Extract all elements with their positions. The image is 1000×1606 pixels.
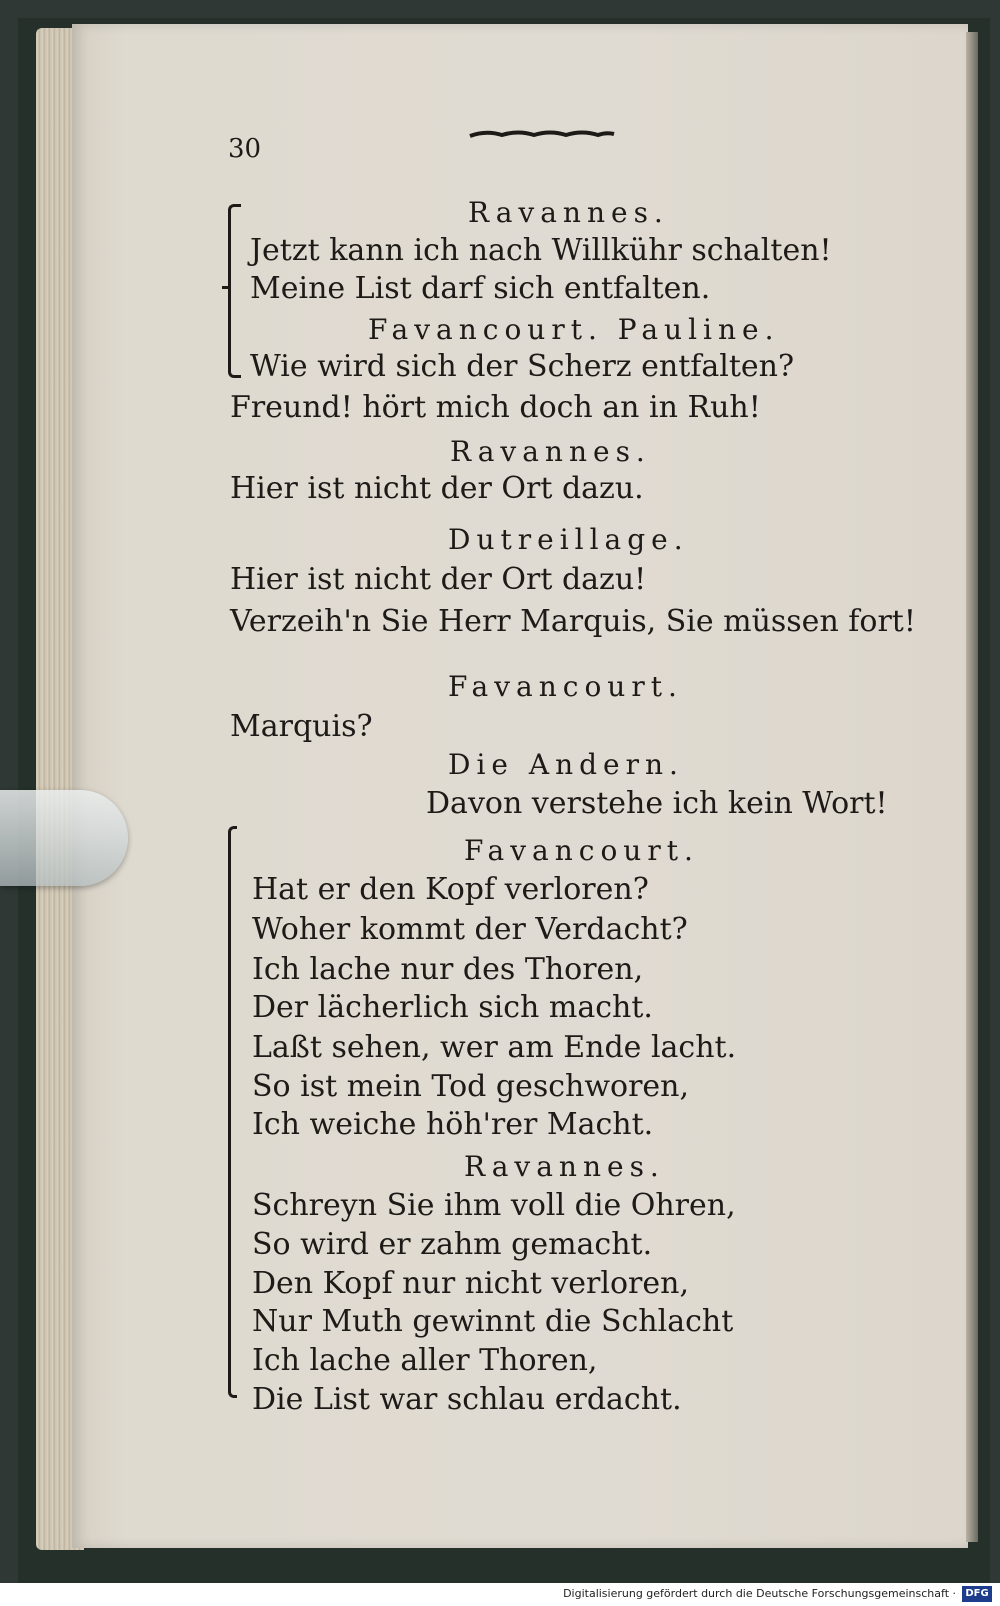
verse-line: Freund! hört mich doch an in Ruh! [230, 390, 761, 425]
verse-bracket-top [228, 204, 241, 378]
verse-line: Nur Muth gewinnt die Schlacht [252, 1304, 734, 1339]
verse-line: Hier ist nicht der Ort dazu. [230, 471, 644, 506]
page-clip [0, 790, 128, 886]
verse-line: Davon verstehe ich kein Wort! [426, 786, 888, 821]
dfg-logo: DFG [962, 1586, 992, 1602]
verse-line: Hat er den Kopf verloren? [252, 872, 649, 907]
verse-bracket-bottom [228, 826, 237, 1398]
ornament-rule [468, 128, 616, 140]
footer-credit: Digitalisierung gefördert durch die Deutsche Forschungsgemeinschaft · [563, 1587, 956, 1600]
verse-line: Jetzt kann ich nach Willkühr schalten! [250, 233, 832, 268]
verse-line: So wird er zahm gemacht. [252, 1227, 653, 1262]
speaker-label: Ravannes. [450, 435, 651, 468]
speaker-label: Favancourt. Pauline. [368, 313, 780, 346]
speaker-label: Ravannes. [464, 1150, 665, 1183]
speaker-label: Dutreillage. [448, 523, 689, 556]
speaker-label: Ravannes. [468, 196, 669, 229]
verse-line: Hier ist nicht der Ort dazu! [230, 562, 647, 597]
verse-line: Ich weiche höh'rer Macht. [252, 1107, 654, 1142]
verse-line: Laßt sehen, wer am Ende lacht. [252, 1030, 737, 1065]
page-right-edge [966, 32, 978, 1542]
verse-line: Ich lache nur des Thoren, [252, 952, 644, 987]
speaker-label: Favancourt. [448, 670, 683, 703]
verse-line: Woher kommt der Verdacht? [252, 912, 688, 947]
verse-line: Den Kopf nur nicht verloren, [252, 1266, 689, 1301]
verse-line: Marquis? [230, 709, 373, 744]
verse-line: Ich lache aller Thoren, [252, 1343, 598, 1378]
verse-line: Wie wird sich der Scherz entfalten? [250, 349, 795, 384]
verse-line: Schreyn Sie ihm voll die Ohren, [252, 1188, 736, 1223]
verse-bracket-point [222, 286, 230, 289]
verse-line: Der lächerlich sich macht. [252, 990, 653, 1025]
verse-line: Die List war schlau erdacht. [252, 1382, 682, 1417]
speaker-label: Favancourt. [464, 834, 699, 867]
verse-line: Meine List darf sich entfalten. [250, 271, 711, 306]
verse-line: Verzeih'n Sie Herr Marquis, Sie müssen fort! [230, 604, 916, 639]
speaker-label: Die Andern. [448, 748, 684, 781]
page-number: 30 [228, 134, 262, 164]
verse-line: So ist mein Tod geschworen, [252, 1069, 690, 1104]
